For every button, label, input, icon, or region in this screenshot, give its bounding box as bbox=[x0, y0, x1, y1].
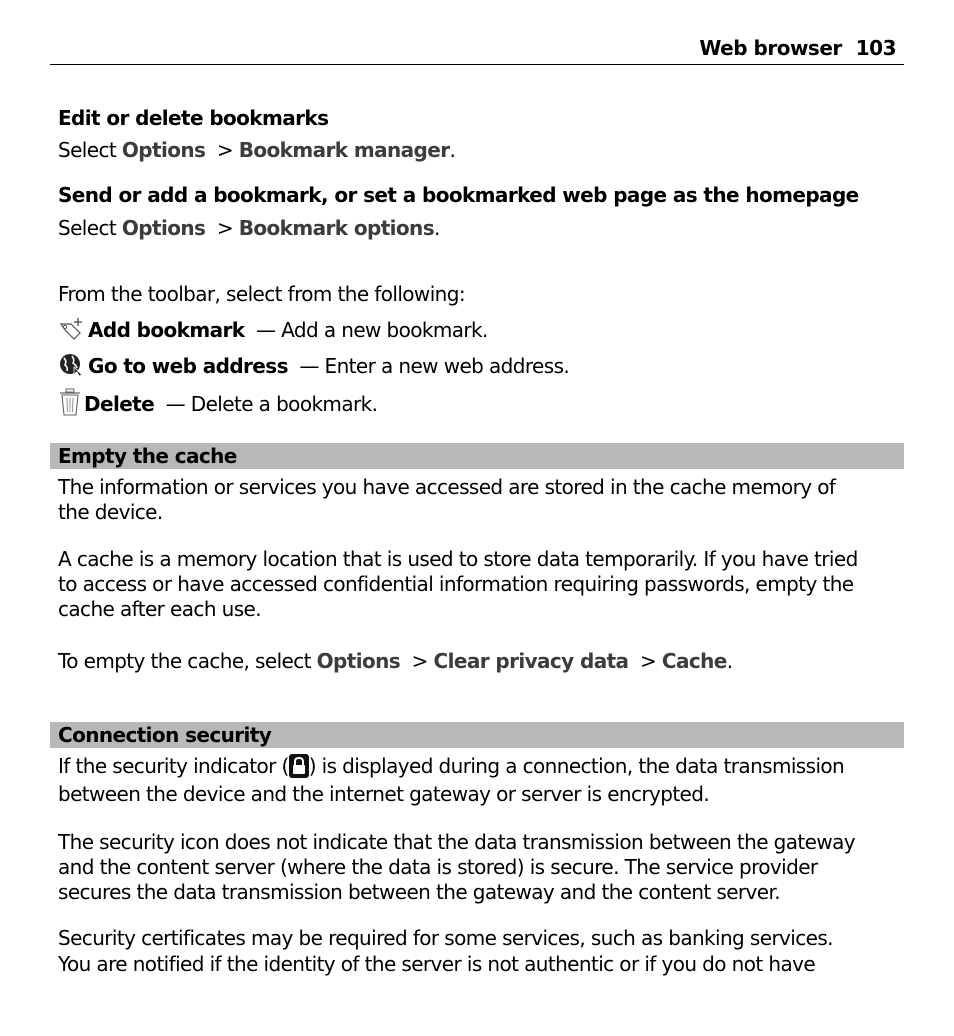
empty-cache-heading: Empty the cache bbox=[58, 444, 237, 468]
security-paragraph-1-line-1: If the security indicator ( ) is displayed during a connection, the data transmission bbox=[58, 754, 845, 778]
lock-icon bbox=[289, 754, 309, 778]
cache-paragraph-2-line-3: cache after each use. bbox=[58, 597, 262, 621]
toolbar-item-go-to-web-address bbox=[58, 352, 569, 384]
connection-security-section-band bbox=[50, 722, 904, 748]
clear-privacy-data-ref: Clear privacy data bbox=[433, 649, 629, 673]
send-bookmark-heading: Send or add a bookmark, or set a bookmarked web page as the homepage bbox=[58, 183, 859, 207]
edit-bookmarks-heading: Edit or delete bookmarks bbox=[58, 106, 329, 130]
options-menu-ref: Options bbox=[121, 138, 206, 162]
page-number: 103 bbox=[855, 36, 896, 60]
delete-label: Delete bbox=[84, 392, 155, 416]
security-paragraph-2-line-3: secures the data transmission between the gateway and the content server. bbox=[58, 880, 781, 904]
cache-paragraph-1-line-1: The information or services you have accessed are stored in the cache memory of bbox=[58, 475, 836, 499]
options-menu-ref: Options bbox=[121, 216, 206, 240]
go-to-web-address-desc: — Enter a new web address. bbox=[299, 354, 570, 378]
toolbar-item-add-bookmark bbox=[58, 316, 488, 348]
connection-security-heading: Connection security bbox=[58, 723, 272, 747]
header-text bbox=[699, 36, 896, 60]
cache-ref: Cache bbox=[661, 649, 727, 673]
bookmark-options-ref: Bookmark options bbox=[238, 216, 434, 240]
options-menu-ref: Options bbox=[316, 649, 401, 673]
toolbar-item-delete bbox=[58, 388, 377, 422]
empty-cache-section-band bbox=[50, 443, 904, 469]
send-bookmark-instruction: Select Options > Bookmark options. bbox=[58, 216, 440, 240]
go-to-web-address-label: Go to web address bbox=[88, 354, 288, 378]
add-bookmark-desc: — Add a new bookmark. bbox=[256, 318, 488, 342]
bookmark-manager-ref: Bookmark manager bbox=[238, 138, 450, 162]
running-header bbox=[50, 30, 904, 65]
empty-cache-instruction: To empty the cache, select Options > Clear privacy data > Cache. bbox=[58, 649, 733, 673]
add-bookmark-icon bbox=[58, 316, 84, 348]
add-bookmark-label: Add bookmark bbox=[88, 318, 245, 342]
cache-paragraph-2-line-1: A cache is a memory location that is used to store data temporarily. If you have tried bbox=[58, 547, 858, 571]
security-paragraph-2-line-2: and the content server (where the data is stored) is secure. The service provider bbox=[58, 855, 818, 879]
trash-icon bbox=[58, 388, 82, 422]
security-paragraph-3-line-2: You are notified if the identity of the server is not authentic or if you do not have bbox=[58, 952, 816, 976]
edit-bookmarks-instruction: Select Options > Bookmark manager. bbox=[58, 138, 456, 162]
globe-icon bbox=[58, 352, 84, 384]
cache-paragraph-2-line-2: to access or have accessed confidential information requiring passwords, empty the bbox=[58, 572, 854, 596]
toolbar-intro: From the toolbar, select from the following: bbox=[58, 282, 465, 306]
security-paragraph-3-line-1: Security certificates may be required for some services, such as banking services. bbox=[58, 926, 833, 950]
security-paragraph-1-line-2: between the device and the internet gateway or server is encrypted. bbox=[58, 782, 710, 806]
security-paragraph-2-line-1: The security icon does not indicate that the data transmission between the gateway bbox=[58, 830, 856, 854]
cache-paragraph-1-line-2: the device. bbox=[58, 500, 163, 524]
delete-desc: — Delete a bookmark. bbox=[165, 392, 378, 416]
header-section-title: Web browser bbox=[699, 36, 842, 60]
